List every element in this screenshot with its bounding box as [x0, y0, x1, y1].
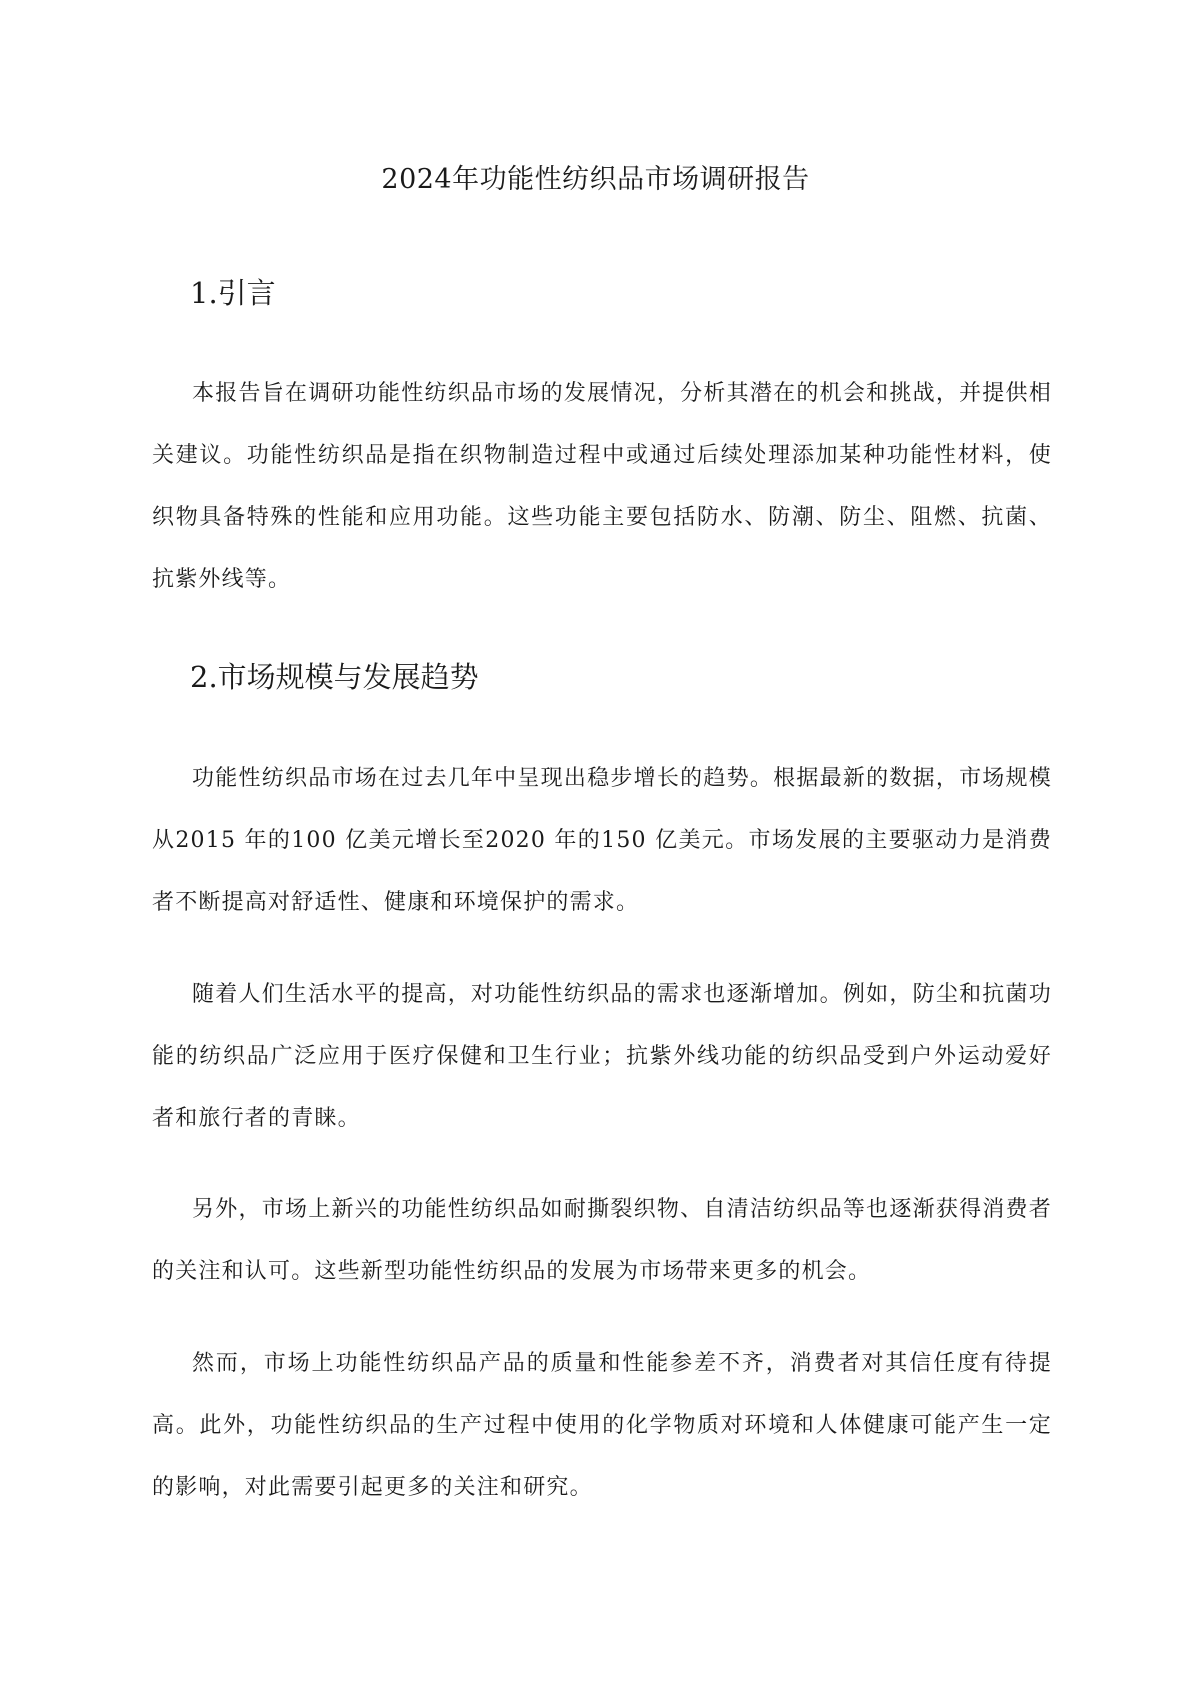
document-title: 2024年功能性纺织品市场调研报告	[381, 164, 810, 195]
paragraph-emerging-products: 另外，市场上新兴的功能性纺织品如耐撕裂织物、自清洁纺织品等也逐渐获得消费者的关注和认可。这些新型功能性纺织品的发展为市场带来更多的机会。	[152, 1197, 1052, 1284]
paragraph-quality-concerns: 然而，市场上功能性纺织品产品的质量和性能参差不齐，消费者对其信任度有待提高。此外，功能性纺织品的生产过程中使用的化学物质对环境和人体健康可能产生一定的影响，对此需要引起更多的关注和研究。	[152, 1351, 1052, 1500]
paragraph-demand-increase: 随着人们生活水平的提高，对功能性纺织品的需求也逐渐增加。例如，防尘和抗菌功能的纺织品广泛应用于医疗保健和卫生行业；抗紫外线功能的纺织品受到户外运动爱好者和旅行者的青睐。	[152, 982, 1052, 1131]
section-heading-market-size: 2.市场规模与发展趋势	[190, 660, 479, 694]
paragraph-introduction: 本报告旨在调研功能性纺织品市场的发展情况，分析其潜在的机会和挑战，并提供相关建议。功能性纺织品是指在织物制造过程中或通过后续处理添加某种功能性材料，使织物具备特殊的性能和应用功能。这些功能主要包括防水、防潮、防尘、阻燃、抗菌、抗紫外线等。	[152, 381, 1052, 592]
paragraph-market-growth: 功能性纺织品市场在过去几年中呈现出稳步增长的趋势。根据最新的数据，市场规模从2015 年的100 亿美元增长至2020 年的150 亿美元。市场发展的主要驱动力是消费者不断提高对舒适性、健康和环境保护的需求。	[152, 766, 1052, 915]
section-heading-introduction: 1.引言	[190, 276, 276, 310]
